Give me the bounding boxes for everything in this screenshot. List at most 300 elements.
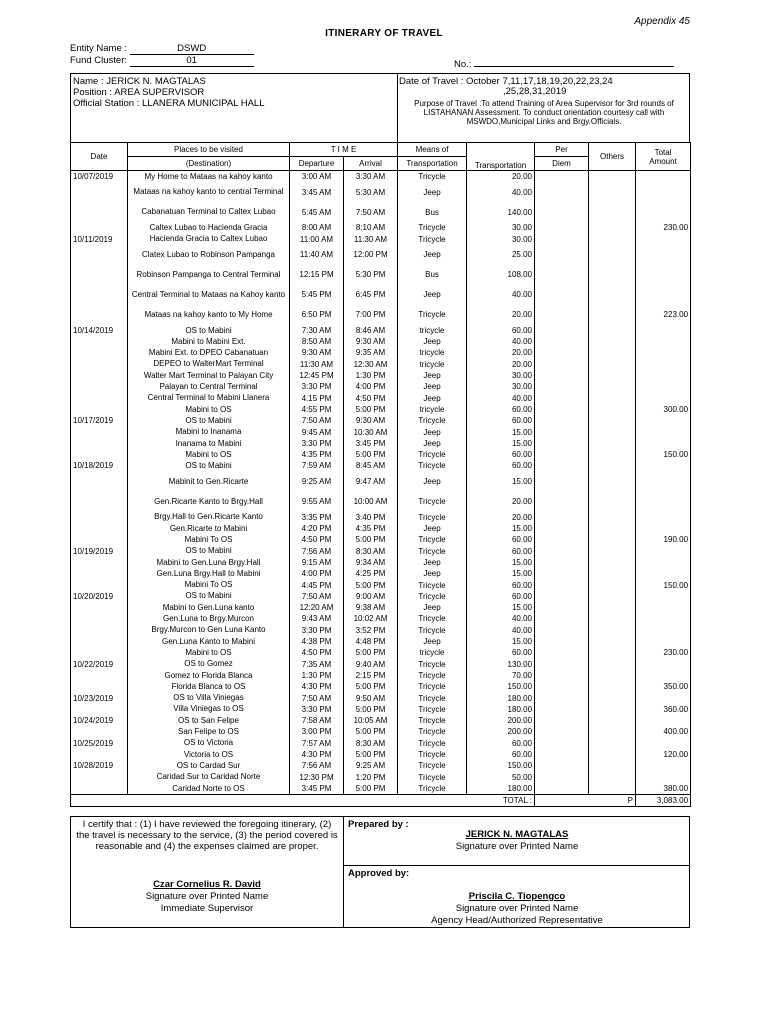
row-departure: 3:30 PM xyxy=(290,381,344,392)
itinerary-row xyxy=(71,546,691,557)
row-total xyxy=(636,492,691,512)
row-total: 120.00 xyxy=(636,749,691,760)
row-total xyxy=(636,693,691,704)
row-per-diem xyxy=(535,359,589,370)
row-destination: Mabini to Inanama xyxy=(128,427,290,438)
row-arrival: 3:45 PM xyxy=(344,438,398,449)
row-departure: 3:45 AM xyxy=(290,182,344,202)
row-destination: Mataas na kahoy kanto to central Terminal xyxy=(128,182,290,202)
row-departure: 12:15 PM xyxy=(290,265,344,285)
row-departure: 5:45 AM xyxy=(290,202,344,222)
row-arrival: 4:48 PM xyxy=(344,636,398,647)
itinerary-row xyxy=(71,325,691,336)
row-date xyxy=(71,336,128,347)
row-others xyxy=(589,370,636,381)
row-date xyxy=(71,512,128,523)
row-others xyxy=(589,546,636,557)
row-per-diem xyxy=(535,393,589,404)
row-transportation: 15.00 xyxy=(467,472,535,492)
row-arrival: 8:30 AM xyxy=(344,546,398,557)
col-time: T I M E xyxy=(290,143,398,157)
itinerary-row xyxy=(71,749,691,760)
row-departure: 4:30 PM xyxy=(290,749,344,760)
row-transportation: 150.00 xyxy=(467,681,535,692)
row-transportation: 60.00 xyxy=(467,449,535,460)
approved-by-label: Approved by: xyxy=(348,868,410,879)
row-date xyxy=(71,492,128,512)
row-transportation: 200.00 xyxy=(467,726,535,737)
row-destination: Mabini to OS xyxy=(128,404,290,415)
row-transportation: 180.00 xyxy=(467,783,535,795)
row-arrival: 8:30 AM xyxy=(344,738,398,749)
row-total xyxy=(636,760,691,771)
row-arrival: 8:10 AM xyxy=(344,222,398,233)
entity-name-label: Entity Name : xyxy=(70,43,128,54)
row-transportation: 15.00 xyxy=(467,568,535,579)
row-date xyxy=(71,449,128,460)
row-others xyxy=(589,636,636,647)
col-others: Others xyxy=(589,143,636,171)
approver-role: Agency Head/Authorized Representative xyxy=(431,915,603,926)
row-departure: 4:45 PM xyxy=(290,580,344,591)
row-date xyxy=(71,182,128,202)
itinerary-row xyxy=(71,234,691,245)
row-per-diem xyxy=(535,427,589,438)
itinerary-row xyxy=(71,681,691,692)
row-means: Tricycle xyxy=(398,625,467,636)
approver-name: Priscila C. Tiopengco xyxy=(468,891,566,902)
row-arrival: 5:30 PM xyxy=(344,265,398,285)
row-departure: 8:00 AM xyxy=(290,222,344,233)
supervisor-signature-block xyxy=(75,879,339,915)
row-total xyxy=(636,427,691,438)
row-departure: 11:40 AM xyxy=(290,245,344,265)
row-total xyxy=(636,182,691,202)
row-date: 10/07/2019 xyxy=(71,171,128,183)
row-others xyxy=(589,359,636,370)
col-total-line1: Total xyxy=(654,147,672,157)
row-others xyxy=(589,285,636,305)
row-means: Jeep xyxy=(398,370,467,381)
row-total: 230.00 xyxy=(636,647,691,658)
row-destination: Inanama to Mabini xyxy=(128,438,290,449)
row-per-diem xyxy=(535,568,589,579)
row-destination: Palayan to Central Terminal xyxy=(128,381,290,392)
row-departure: 3:45 PM xyxy=(290,783,344,795)
row-transportation: 60.00 xyxy=(467,404,535,415)
row-means: Tricycle xyxy=(398,772,467,783)
row-per-diem xyxy=(535,305,589,325)
row-total: 150.00 xyxy=(636,580,691,591)
row-arrival: 9:25 AM xyxy=(344,760,398,771)
row-transportation: 20.00 xyxy=(467,492,535,512)
traveler-name: Name : JERICK N. MAGTALAS xyxy=(73,76,206,87)
row-means: Tricycle xyxy=(398,492,467,512)
row-date xyxy=(71,438,128,449)
supervisor-caption: Signature over Printed Name xyxy=(145,891,269,902)
itinerary-row xyxy=(71,202,691,222)
row-transportation: 60.00 xyxy=(467,591,535,602)
traveler-position: Position : AREA SUPERVISOR xyxy=(73,87,205,98)
row-date xyxy=(71,704,128,715)
row-others xyxy=(589,393,636,404)
itinerary-row xyxy=(71,557,691,568)
row-means: Tricycle xyxy=(398,171,467,183)
purpose-of-travel: Purpose of Travel :To attend Training of Area Supervisor for 3rd rounds of LISTAHANAN Assessment. To conduct orientation courtesy call with MSWDO,Municipal Links and Brgy.Officials. xyxy=(414,99,674,126)
itinerary-row xyxy=(71,625,691,636)
itinerary-row xyxy=(71,492,691,512)
row-transportation: 60.00 xyxy=(467,460,535,471)
row-date: 10/24/2019 xyxy=(71,715,128,726)
row-arrival: 4:50 PM xyxy=(344,393,398,404)
row-means: Jeep xyxy=(398,523,467,534)
row-others xyxy=(589,265,636,285)
row-means: tricycle xyxy=(398,325,467,336)
row-means: tricycle xyxy=(398,359,467,370)
row-date xyxy=(71,347,128,358)
row-transportation: 15.00 xyxy=(467,602,535,613)
row-arrival: 8:45 AM xyxy=(344,460,398,471)
row-date: 10/19/2019 xyxy=(71,546,128,557)
row-arrival: 1:30 PM xyxy=(344,370,398,381)
itinerary-row xyxy=(71,305,691,325)
row-per-diem xyxy=(535,381,589,392)
itinerary-row xyxy=(71,415,691,426)
row-others xyxy=(589,245,636,265)
row-means: Jeep xyxy=(398,427,467,438)
row-date xyxy=(71,783,128,795)
row-others xyxy=(589,625,636,636)
row-date xyxy=(71,670,128,681)
row-arrival: 5:30 AM xyxy=(344,182,398,202)
row-departure: 11:30 AM xyxy=(290,359,344,370)
fund-cluster-label: Fund Cluster: xyxy=(70,55,128,66)
row-arrival: 4:00 PM xyxy=(344,381,398,392)
itinerary-rows xyxy=(71,171,691,795)
row-others xyxy=(589,336,636,347)
row-per-diem xyxy=(535,625,589,636)
itinerary-row xyxy=(71,523,691,534)
itinerary-row xyxy=(71,726,691,737)
row-destination: OS to Mabini xyxy=(128,546,290,557)
row-others xyxy=(589,460,636,471)
document-title: ITINERARY OF TRAVEL xyxy=(325,28,443,39)
row-per-diem xyxy=(535,670,589,681)
itinerary-row xyxy=(71,285,691,305)
row-destination: OS to Victoria xyxy=(128,738,290,749)
row-means: Tricycle xyxy=(398,704,467,715)
row-others xyxy=(589,222,636,233)
row-date xyxy=(71,647,128,658)
row-total xyxy=(636,636,691,647)
row-total xyxy=(636,557,691,568)
row-departure: 6:50 PM xyxy=(290,305,344,325)
row-others xyxy=(589,512,636,523)
row-others xyxy=(589,202,636,222)
itinerary-row xyxy=(71,438,691,449)
itinerary-row xyxy=(71,449,691,460)
document-number-line xyxy=(454,55,674,70)
row-date xyxy=(71,726,128,737)
row-total xyxy=(636,591,691,602)
fund-cluster-value: 01 xyxy=(130,55,254,67)
row-means: Tricycle xyxy=(398,681,467,692)
row-total xyxy=(636,772,691,783)
row-others xyxy=(589,580,636,591)
row-total xyxy=(636,336,691,347)
row-destination: OS to San Felipe xyxy=(128,715,290,726)
date-of-travel-line1: Date of Travel : October 7,11,17,18,19,20,22,23,24 xyxy=(399,76,613,87)
row-date: 10/28/2019 xyxy=(71,760,128,771)
total-amount: 3,083.00 xyxy=(636,795,691,807)
row-departure: 3:30 PM xyxy=(290,625,344,636)
row-means: Tricycle xyxy=(398,234,467,245)
row-departure: 7:56 AM xyxy=(290,760,344,771)
row-transportation: 20.00 xyxy=(467,305,535,325)
row-departure: 12:30 PM xyxy=(290,772,344,783)
itinerary-row xyxy=(71,472,691,492)
row-total xyxy=(636,359,691,370)
row-departure: 11:00 AM xyxy=(290,234,344,245)
itinerary-row xyxy=(71,647,691,658)
row-departure: 9:55 AM xyxy=(290,492,344,512)
row-date xyxy=(71,580,128,591)
row-means: Jeep xyxy=(398,182,467,202)
row-departure: 5:45 PM xyxy=(290,285,344,305)
row-per-diem xyxy=(535,659,589,670)
row-means: Tricycle xyxy=(398,613,467,624)
row-arrival: 10:02 AM xyxy=(344,613,398,624)
itinerary-row xyxy=(71,393,691,404)
row-destination: Gen.Luna to Brgy.Murcon xyxy=(128,613,290,624)
total-row xyxy=(71,795,691,807)
supervisor-name: Czar Cornelius R. David xyxy=(153,879,261,890)
row-others xyxy=(589,404,636,415)
row-transportation: 15.00 xyxy=(467,427,535,438)
row-others xyxy=(589,415,636,426)
row-per-diem xyxy=(535,438,589,449)
row-date xyxy=(71,602,128,613)
row-arrival: 9:34 AM xyxy=(344,557,398,568)
row-date: 10/25/2019 xyxy=(71,738,128,749)
row-others xyxy=(589,613,636,624)
row-others xyxy=(589,693,636,704)
row-per-diem xyxy=(535,449,589,460)
row-transportation: 15.00 xyxy=(467,438,535,449)
row-others xyxy=(589,171,636,183)
row-means: Jeep xyxy=(398,438,467,449)
row-transportation: 60.00 xyxy=(467,415,535,426)
itinerary-row xyxy=(71,636,691,647)
row-means: Tricycle xyxy=(398,460,467,471)
row-transportation: 180.00 xyxy=(467,704,535,715)
row-destination: Gen.Ricarte Kanto to Brgy.Hall xyxy=(128,492,290,512)
itinerary-row xyxy=(71,534,691,545)
row-date xyxy=(71,749,128,760)
row-date xyxy=(71,568,128,579)
col-places: Places to be visited xyxy=(128,143,290,157)
row-arrival: 9:35 AM xyxy=(344,347,398,358)
row-others xyxy=(589,234,636,245)
row-total xyxy=(636,171,691,183)
row-transportation: 20.00 xyxy=(467,347,535,358)
row-arrival: 2:15 PM xyxy=(344,670,398,681)
row-transportation: 20.00 xyxy=(467,359,535,370)
col-destination: (Destination) xyxy=(128,157,290,171)
itinerary-row xyxy=(71,760,691,771)
row-transportation: 20.00 xyxy=(467,512,535,523)
row-date xyxy=(71,285,128,305)
row-others xyxy=(589,647,636,658)
row-others xyxy=(589,726,636,737)
row-others xyxy=(589,427,636,438)
row-others xyxy=(589,557,636,568)
row-destination: San Felipe to OS xyxy=(128,726,290,737)
row-destination: Gen.Ricarte to Mabini xyxy=(128,523,290,534)
row-means: Jeep xyxy=(398,393,467,404)
row-others xyxy=(589,438,636,449)
row-means: Tricycle xyxy=(398,512,467,523)
date-of-travel xyxy=(399,76,689,97)
row-date xyxy=(71,523,128,534)
row-destination: My Home to Mataas na kahoy kanto xyxy=(128,171,290,183)
row-arrival: 9:40 AM xyxy=(344,659,398,670)
itinerary-row xyxy=(71,602,691,613)
row-departure: 4:15 PM xyxy=(290,393,344,404)
row-date xyxy=(71,245,128,265)
row-destination: Mabini To OS xyxy=(128,534,290,545)
itinerary-row xyxy=(71,613,691,624)
itinerary-row xyxy=(71,670,691,681)
itinerary-row xyxy=(71,580,691,591)
row-means: Jeep xyxy=(398,636,467,647)
row-destination: Mabini to Mabini Ext. xyxy=(128,336,290,347)
row-arrival: 5:00 PM xyxy=(344,704,398,715)
row-per-diem xyxy=(535,738,589,749)
row-means: Tricycle xyxy=(398,715,467,726)
row-per-diem xyxy=(535,546,589,557)
itinerary-row xyxy=(71,704,691,715)
row-transportation: 60.00 xyxy=(467,580,535,591)
row-date xyxy=(71,636,128,647)
row-others xyxy=(589,325,636,336)
row-arrival: 7:00 PM xyxy=(344,305,398,325)
row-per-diem xyxy=(535,336,589,347)
itinerary-row xyxy=(71,370,691,381)
row-departure: 7:50 AM xyxy=(290,591,344,602)
row-departure: 7:50 AM xyxy=(290,415,344,426)
row-per-diem xyxy=(535,636,589,647)
row-total xyxy=(636,523,691,534)
row-date: 10/11/2019 xyxy=(71,234,128,245)
row-others xyxy=(589,591,636,602)
row-transportation: 70.00 xyxy=(467,670,535,681)
row-per-diem xyxy=(535,347,589,358)
row-means: Jeep xyxy=(398,602,467,613)
row-date xyxy=(71,202,128,222)
row-transportation: 60.00 xyxy=(467,738,535,749)
row-destination: OS to Cardad Sur xyxy=(128,760,290,771)
row-total xyxy=(636,602,691,613)
approver-signature-block xyxy=(345,891,689,927)
row-means: tricycle xyxy=(398,404,467,415)
row-total xyxy=(636,546,691,557)
row-means: Tricycle xyxy=(398,546,467,557)
row-arrival: 6:45 PM xyxy=(344,285,398,305)
row-others xyxy=(589,715,636,726)
row-per-diem xyxy=(535,534,589,545)
row-departure: 4:20 PM xyxy=(290,523,344,534)
row-transportation: 40.00 xyxy=(467,613,535,624)
row-others xyxy=(589,738,636,749)
col-total xyxy=(636,143,691,171)
date-of-travel-line2: ,25,28,31,2019 xyxy=(503,86,567,97)
row-total xyxy=(636,715,691,726)
row-means: Tricycle xyxy=(398,726,467,737)
itinerary-row xyxy=(71,222,691,233)
itinerary-row xyxy=(71,182,691,202)
row-departure: 9:30 AM xyxy=(290,347,344,358)
row-total xyxy=(636,381,691,392)
row-departure: 1:30 PM xyxy=(290,670,344,681)
col-means-transport: Transportation xyxy=(398,157,467,171)
row-means: Tricycle xyxy=(398,659,467,670)
row-per-diem xyxy=(535,285,589,305)
row-departure: 7:30 AM xyxy=(290,325,344,336)
row-others xyxy=(589,681,636,692)
col-arrival: Arrival xyxy=(344,157,398,171)
row-per-diem xyxy=(535,512,589,523)
row-total xyxy=(636,393,691,404)
row-transportation: 60.00 xyxy=(467,534,535,545)
row-destination: Walter Mart Terminal to Palayan City xyxy=(128,370,290,381)
document-number-label: No.: xyxy=(454,59,472,70)
row-arrival: 5:00 PM xyxy=(344,749,398,760)
row-others xyxy=(589,492,636,512)
row-total: 360.00 xyxy=(636,704,691,715)
row-means: Jeep xyxy=(398,336,467,347)
row-destination: Robinson Pampanga to Central Terminal xyxy=(128,265,290,285)
row-date xyxy=(71,427,128,438)
row-arrival: 5:00 PM xyxy=(344,580,398,591)
row-others xyxy=(589,449,636,460)
row-total: 230.00 xyxy=(636,222,691,233)
row-destination: Brgy.Murcon to Gen Luna Kanto xyxy=(128,625,290,636)
row-arrival: 9:50 AM xyxy=(344,693,398,704)
row-total xyxy=(636,415,691,426)
row-means: Jeep xyxy=(398,245,467,265)
row-destination: Mabini To OS xyxy=(128,580,290,591)
row-total xyxy=(636,625,691,636)
row-destination: Florida Blanca to OS xyxy=(128,681,290,692)
row-arrival: 5:00 PM xyxy=(344,647,398,658)
row-transportation: 50.00 xyxy=(467,772,535,783)
row-total: 380.00 xyxy=(636,783,691,795)
row-total xyxy=(636,234,691,245)
row-arrival: 5:00 PM xyxy=(344,534,398,545)
itinerary-row xyxy=(71,659,691,670)
col-diem: Diem xyxy=(535,157,589,171)
row-destination: Hacienda Gracia to Caltex Lubao xyxy=(128,234,290,245)
row-others xyxy=(589,182,636,202)
row-means: Tricycle xyxy=(398,534,467,545)
row-per-diem xyxy=(535,370,589,381)
row-departure: 7:59 AM xyxy=(290,460,344,471)
traveler-details xyxy=(73,76,264,109)
row-departure: 9:43 AM xyxy=(290,613,344,624)
row-total xyxy=(636,285,691,305)
row-per-diem xyxy=(535,760,589,771)
